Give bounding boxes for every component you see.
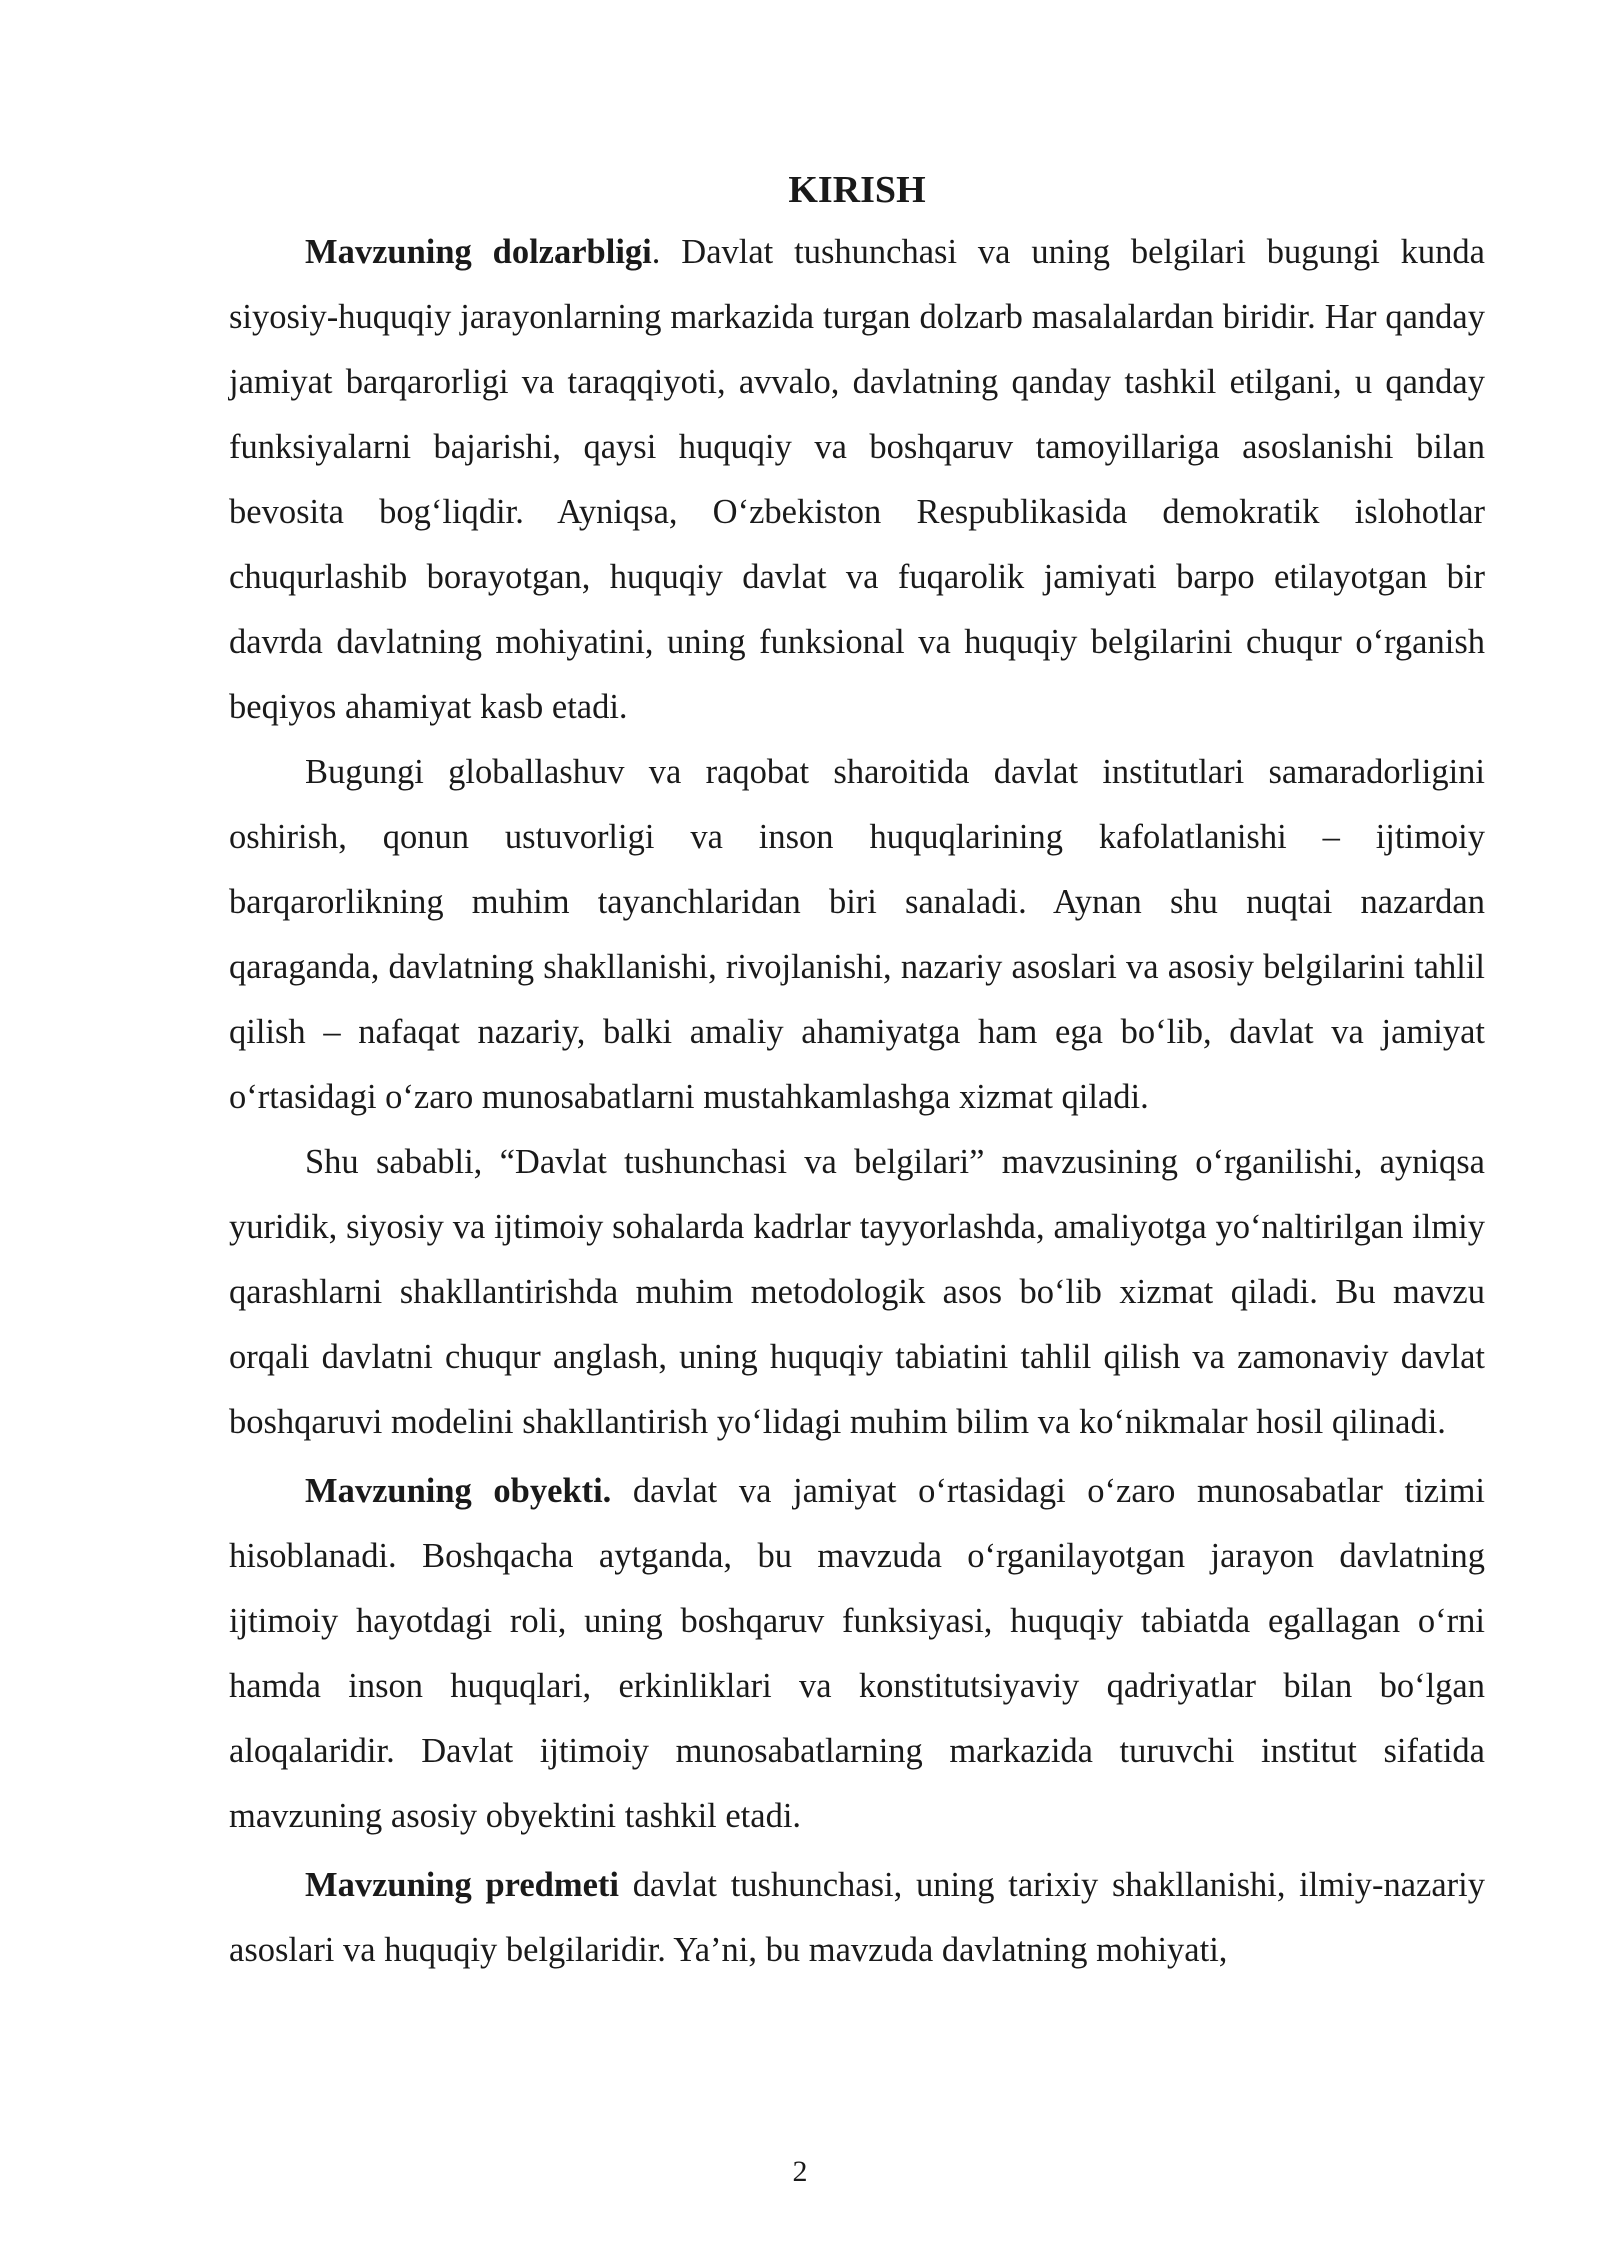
paragraph-text: Bugungi globallashuv va raqobat sharoitida davlat institutlari samaradorligini oshirish, qonun ustuvorligi va inson huquqlarining kafolatlanishi – ijtimoiy barqarorlikning muhim tayanchlaridan biri sanaladi. Aynan shu nuqtai nazardan qaraganda, davlatning shakllanishi, rivojlanishi, nazariy asoslari va asosiy belgilarini tahlil qilish – nafaqat nazariy, balki amaliy ahamiyatga ham ega bo‘lib, davlat va jamiyat o‘rtasidagi o‘zaro munosabatlarni mustahkamlashga xizmat qiladi. bbox=[229, 753, 1485, 1116]
paragraph-globalization bbox=[229, 740, 1485, 1130]
paragraph-reason bbox=[229, 1130, 1485, 1455]
page-number: 2 bbox=[792, 2155, 808, 2188]
paragraph-text: davlat tushunchasi, uning tarixiy shakllanishi, ilmiy-nazariy asoslari va huquqiy belgilaridir. Ya’ni, bu mavzuda davlatning mohiyati, bbox=[229, 1866, 1486, 1969]
paragraph-lead: Mavzuning predmeti bbox=[305, 1866, 619, 1904]
paragraph-text: Shu sababli, “Davlat tushunchasi va belgilari” mavzusining o‘rganilishi, ayniqsa yuridik, siyosiy va ijtimoiy sohalarda kadrlar tayyorlashda, amaliyotga yo‘naltirilgan ilmiy qarashlarni shakllantirishda muhim metodologik asos bo‘lib xizmat qiladi. Bu mavzu orqali davlatni chuqur anglash, uning huquqiy tabiatini tahlil qilish va zamonaviy davlat boshqaruvi modelini shakllantirish yo‘lidagi muhim bilim va ko‘nikmalar hosil qilinadi. bbox=[229, 1143, 1485, 1441]
paragraph-subject bbox=[229, 1853, 1485, 1983]
paragraph-object bbox=[229, 1459, 1485, 1849]
page-title: KIRISH bbox=[788, 169, 926, 211]
paragraph-lead: Mavzuning obyekti. bbox=[305, 1472, 612, 1510]
paragraph-text: davlat va jamiyat o‘rtasidagi o‘zaro munosabatlar tizimi hisoblanadi. Boshqacha aytganda, bu mavzuda o‘rganilayotgan jarayon davlatning ijtimoiy hayotdagi roli, uning boshqaruv funksiyasi, huquqiy tabiatda egallagan o‘rni hamda inson huquqlari, erkinliklari va konstitutsiyaviy qadriyatlar bilan bo‘lgan aloqalaridir. Davlat ijtimoiy munosabatlarning markazida turuvchi institut sifatida mavzuning asosiy obyektini tashkil etadi. bbox=[229, 1472, 1485, 1835]
paragraph-lead: Mavzuning dolzarbligi bbox=[305, 233, 652, 271]
page-content bbox=[229, 164, 1485, 1983]
paragraph-relevance bbox=[229, 220, 1485, 740]
paragraph-text: . Davlat tushunchasi va uning belgilari bugungi kunda siyosiy-huquqiy jarayonlarning markazida turgan dolzarb masalalardan biridir. Har qanday jamiyat barqarorligi va taraqqiyoti, avvalo, davlatning qanday tashkil etilgani, u qanday funksiyalarni bajarishi, qaysi huquqiy va boshqaruv tamoyillariga asoslanishi bilan bevosita bog‘liqdir. Ayniqsa, O‘zbekiston Respublikasida demokratik islohotlar chuqurlashib borayotgan, huquqiy davlat va fuqarolik jamiyati barpo etilayotgan bir davrda davlatning mohiyatini, uning funksional va huquqiy belgilarini chuqur o‘rganish beqiyos ahamiyat kasb etadi. bbox=[229, 233, 1485, 726]
